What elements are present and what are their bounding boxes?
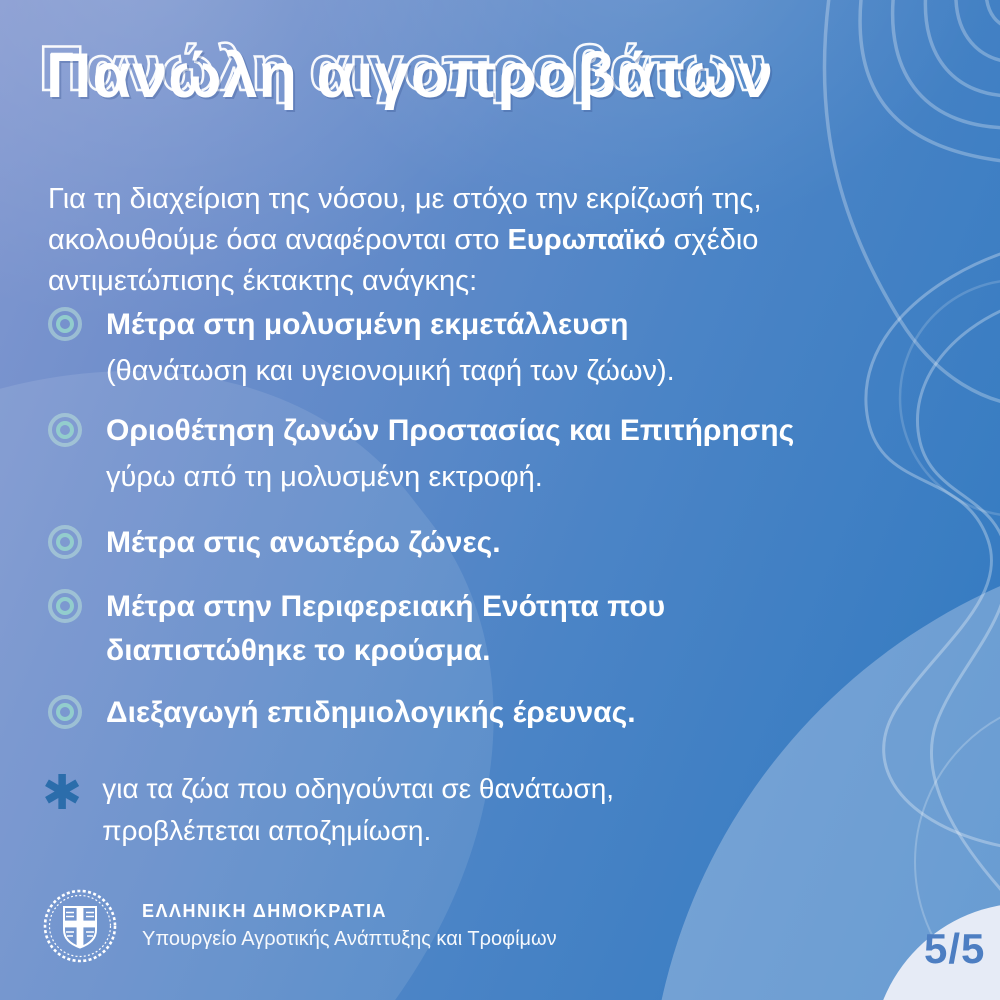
page-title: Πανώλη αιγοπροβάτων Πανώλη αιγοπροβάτων	[46, 40, 774, 112]
page-indicator: 5/5	[924, 925, 986, 972]
list-item-title: Διεξαγωγή επιδημιολογικής έρευνας.	[106, 696, 636, 729]
note-line-1: για τα ζώα που οδηγούνται σε θανάτωση,	[102, 773, 615, 804]
list-item	[48, 409, 794, 497]
list-item-subtitle: (θανάτωση και υγειονομική ταφή των ζώων).	[106, 354, 675, 387]
target-icon	[48, 307, 82, 341]
footer	[40, 886, 557, 966]
list-item-title: Μέτρα στις ανωτέρω ζώνες.	[106, 526, 501, 559]
list-item-title: Μέτρα στη μολυσμένη εκμετάλλευση	[106, 308, 629, 341]
intro-paragraph	[48, 179, 904, 303]
intro-text-before: Για τη διαχείριση της νόσου, με στόχο την εκρίζωσή της, ακολουθούμε όσα αναφέρονται στο	[48, 183, 762, 257]
note-line-2: προβλέπεται αποζημίωση.	[102, 815, 432, 846]
target-icon	[48, 589, 82, 623]
org-name: ΕΛΛΗΝΙΚΗ ΔΗΜΟΚΡΑΤΙΑ	[142, 901, 387, 921]
target-icon	[48, 525, 82, 559]
list-item-title: Μέτρα στην Περιφερειακή Ενότητα που διαπιστώθηκε το κρούσμα.	[106, 590, 666, 667]
intro-bold-word: Ευρωπαϊκό	[507, 224, 666, 257]
list-item	[48, 585, 686, 672]
intro-text-after: σχέδιο αντιμετώπισης έκτακτης ανάγκης:	[48, 224, 759, 298]
list-item	[48, 521, 501, 565]
asterisk-icon: ✱	[42, 767, 83, 820]
list-item	[48, 691, 636, 735]
target-icon	[48, 413, 82, 447]
compensation-note	[42, 768, 614, 852]
target-icon	[48, 695, 82, 729]
list-item-subtitle: γύρω από τη μολυσμένη εκτροφή.	[106, 460, 543, 493]
ministry-name: Υπουργείο Αγροτικής Ανάπτυξης και Τροφίμων	[142, 928, 557, 950]
list-item-title: Οριοθέτηση ζωνών Προστασίας και Επιτήρησης	[106, 414, 795, 447]
greek-republic-emblem-icon	[40, 886, 120, 966]
list-item	[48, 303, 675, 391]
